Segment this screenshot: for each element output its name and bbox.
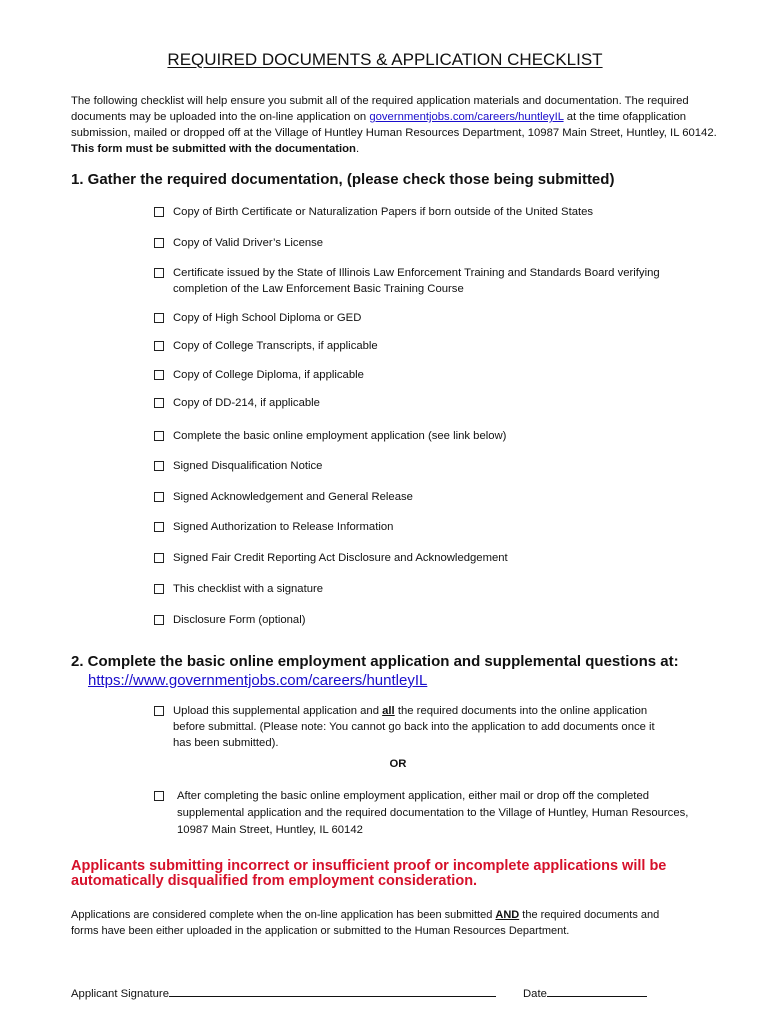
checkbox[interactable] — [154, 553, 164, 563]
checklist-item — [154, 310, 694, 326]
checklist-item-label: Complete the basic online employment application (see link below) — [173, 430, 507, 442]
checkbox[interactable] — [154, 461, 164, 471]
checkbox[interactable] — [154, 492, 164, 502]
checklist-item — [154, 235, 694, 251]
date-line[interactable] — [547, 985, 647, 997]
checklist-item-label: Copy of Valid Driver’s License — [173, 237, 324, 249]
signature-row — [71, 985, 496, 1000]
option-1-text: Upload this supplemental application and — [173, 705, 383, 717]
checklist-item-label: Copy of College Transcripts, if applicable — [173, 340, 378, 352]
note-text-end: the required documents and forms have been either uploaded in the application or submitted to the Human Resources Department. — [71, 909, 660, 937]
checklist-item-label: Certificate issued by the State of Illinois Law Enforcement Training and Standards Board verifying completion of the Law Enforcement Basic Training Course — [173, 267, 660, 295]
checklist-item — [154, 788, 699, 839]
note-bold: AND — [495, 909, 520, 921]
date-row — [523, 985, 647, 1000]
checklist-item — [154, 703, 674, 751]
checkbox[interactable] — [154, 207, 164, 217]
checkbox[interactable] — [154, 584, 164, 594]
checklist-item-label: Copy of College Diploma, if applicable — [173, 369, 364, 381]
section-2-heading: 2. Complete the basic online employment application and supplemental questions at: — [71, 653, 679, 670]
applications-link[interactable]: governmentjobs.com/careers/huntleyIL — [369, 111, 564, 123]
checklist-item — [154, 550, 694, 566]
checklist-item-label: Copy of DD-214, if applicable — [173, 397, 320, 409]
checklist-item-label: Disclosure Form (optional) — [173, 614, 306, 626]
option-1-text-end: the required documents into the online application before submittal. (Please note: You cannot go back into the application to add documents once it has been submitted). — [173, 705, 655, 749]
checklist-item — [154, 367, 694, 383]
checklist-item — [154, 338, 694, 354]
checklist-item-label: This checklist with a signature — [173, 583, 324, 595]
checkbox[interactable] — [154, 370, 164, 380]
application-link[interactable]: https://www.governmentjobs.com/careers/huntleyIL — [88, 672, 428, 689]
intro-text-end: . — [355, 143, 360, 155]
checklist-item — [154, 395, 694, 411]
note-text: Applications are considered complete when the on-line application has been submitted — [71, 909, 496, 921]
checklist-item — [154, 519, 694, 535]
checklist-item — [154, 458, 694, 474]
checklist-item-label: Signed Acknowledgement and General Release — [173, 491, 413, 503]
intro-bold-text: This form must be submitted with the documentation — [71, 143, 356, 155]
date-label: Date — [523, 988, 547, 1000]
checklist-item — [154, 204, 694, 220]
checklist-item — [154, 428, 694, 444]
checkbox[interactable] — [154, 398, 164, 408]
completion-note — [71, 907, 671, 939]
or-separator: OR — [389, 758, 407, 770]
section-1-heading: 1. Gather the required documentation, (please check those being submitted) — [71, 171, 615, 188]
signature-label: Applicant Signature — [71, 988, 169, 1000]
checkbox[interactable] — [154, 522, 164, 532]
checklist-item — [154, 581, 694, 597]
intro-text-2: at the time ofapplication submission, mailed or dropped off at the Village of Huntley Human Resources Department, 10987 Main Street, Huntley, IL 60142. — [71, 111, 717, 139]
checklist-item-label: Copy of High School Diploma or GED — [173, 312, 362, 324]
intro-paragraph — [71, 93, 721, 157]
signature-line[interactable] — [169, 985, 496, 997]
checkbox[interactable] — [154, 706, 164, 716]
page-title: REQUIRED DOCUMENTS & APPLICATION CHECKLIST — [167, 50, 603, 69]
checkbox[interactable] — [154, 791, 164, 801]
checklist-item-label: Signed Authorization to Release Information — [173, 521, 394, 533]
checkbox[interactable] — [154, 313, 164, 323]
checkbox[interactable] — [154, 341, 164, 351]
disqualification-warning: Applicants submitting incorrect or insufficient proof or incomplete applications will be automatically disqualified from employment consideration. — [71, 858, 667, 889]
checkbox[interactable] — [154, 238, 164, 248]
checklist-item-label — [173, 703, 674, 751]
checklist-item-label: After completing the basic online employment application, either mail or drop off the completed supplemental application and the required documentation to the Village of Huntley, Human Resources, 10987 Main Street, Huntley, IL 60142 — [177, 790, 689, 836]
intro-text-1: The following checklist will help ensure you submit all of the required application materials and documentation. The required documents may be uploaded into the on-line application on — [71, 95, 689, 123]
checklist-item — [154, 612, 694, 628]
checkbox[interactable] — [154, 431, 164, 441]
checkbox[interactable] — [154, 615, 164, 625]
option-1-bold: all — [382, 705, 395, 717]
checklist-item — [154, 489, 694, 505]
checklist-item — [154, 265, 674, 297]
checklist-item-label: Copy of Birth Certificate or Naturalization Papers if born outside of the United States — [173, 206, 594, 218]
checklist-item-label: Signed Disqualification Notice — [173, 460, 323, 472]
checklist-item-label: Signed Fair Credit Reporting Act Disclosure and Acknowledgement — [173, 552, 508, 564]
checkbox[interactable] — [154, 268, 164, 278]
